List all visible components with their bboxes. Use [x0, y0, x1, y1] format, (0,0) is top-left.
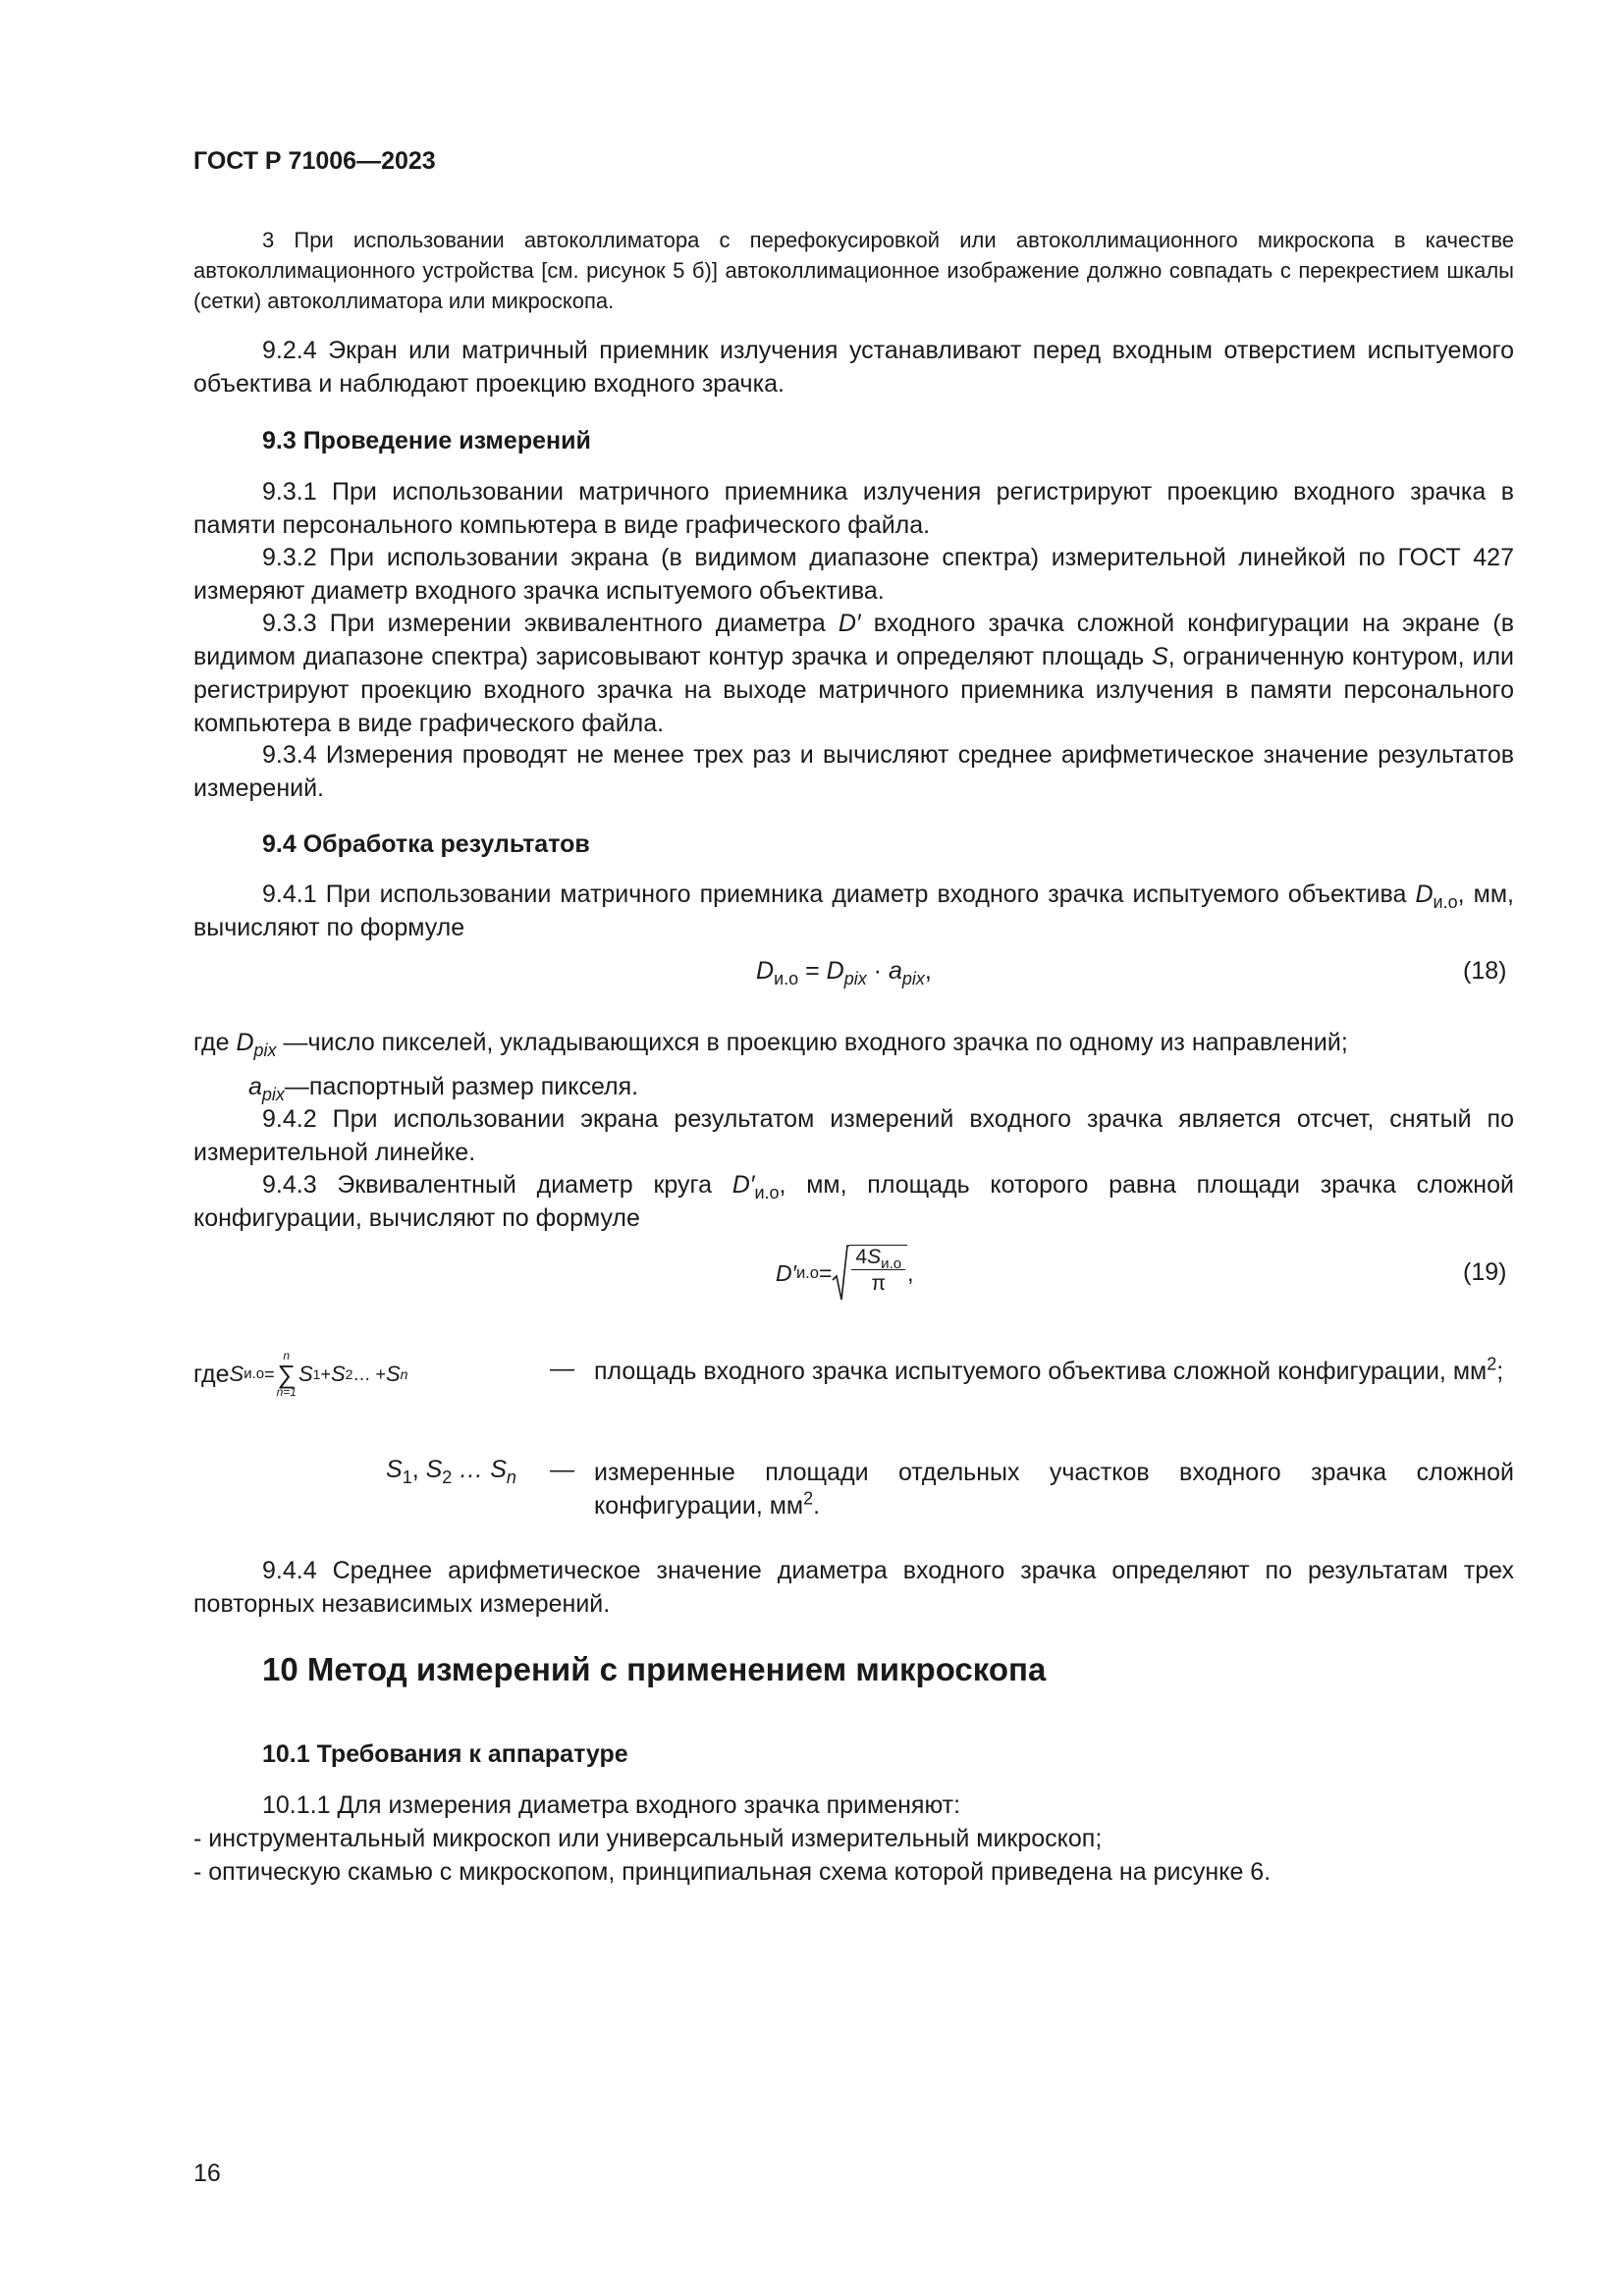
radical-sign-icon — [832, 1245, 849, 1302]
formula-18-legend-row-1 — [193, 1026, 1514, 1059]
subsection-10-1-heading: 10.1 Требования к аппаратуре — [262, 1740, 628, 1768]
math-subscript: и.о — [1433, 892, 1458, 912]
math-symbol: S — [298, 1362, 313, 1386]
formula-18 — [756, 957, 932, 986]
formula-19-legend-row-2-term — [386, 1456, 516, 1487]
text-segment: 9.3.3 При измерении эквивалентного диаметра — [262, 610, 839, 637]
math-subscript: pix — [253, 1041, 277, 1060]
note-3: 3 При использовании автоколлиматора с перефокусировкой или автоколлимационного микроскопа в качестве автоколлимационного устройства [см. рисунок 5 б)] автоколлимационное изображение должно совпадать с перекрестием шкалы (сетки) автоколлиматора или микроскопа. — [193, 228, 1514, 313]
math-symbol: D — [1415, 881, 1434, 908]
subsection-9-4-heading: 9.4 Обработка результатов — [262, 830, 590, 858]
summation — [277, 1350, 297, 1399]
numerator-coef: 4 — [855, 1246, 868, 1268]
formula-19-legend-row-1-description — [594, 1355, 1514, 1388]
formula-19-legend-row-2-description — [594, 1456, 1514, 1522]
summation-upper: n — [283, 1349, 291, 1362]
fraction — [851, 1246, 905, 1296]
paragraph-9-3-1: 9.3.1 При использовании матричного приемника излучения регистрируют проекцию входного зрачка в памяти персонального компьютера в виде графического файла. — [193, 478, 1514, 539]
math-symbol: S — [425, 1456, 443, 1483]
legend-where: где — [193, 1029, 237, 1056]
fraction-denominator: π — [871, 1272, 887, 1295]
paragraph-9-4-3 — [193, 1168, 1514, 1235]
math-subscript: n — [506, 1468, 516, 1487]
math-operator: = — [264, 1363, 275, 1384]
list-item: - инструментальный микроскоп или универсальный измерительный микроскоп; — [193, 1825, 1103, 1852]
math-symbol: D — [826, 957, 844, 985]
list-item: - оптическую скамью с микроскопом, принципиальная схема которой приведена на рисунке 6. — [193, 1858, 1272, 1886]
legend-description: измеренные площади отдельных участков входного зрачка сложной конфигурации, мм — [594, 1459, 1514, 1520]
text-segment: , мм, вычисляют по формуле — [193, 881, 1514, 941]
legend-dash: — — [550, 1355, 574, 1382]
document-header: ГОСТ Р 71006—2023 — [193, 147, 436, 175]
text-segment: 9.4.3 Эквивалентный диаметр круга — [262, 1171, 732, 1199]
text-segment: 9.4.1 При использовании матричного приемника диаметр входного зрачка испытуемого объектива — [262, 881, 1416, 908]
math-subscript: и.о — [881, 1255, 902, 1273]
legend-punctuation: . — [813, 1492, 821, 1520]
math-symbol: D — [236, 1029, 254, 1056]
math-ellipsis: … — [452, 1456, 491, 1483]
math-symbol: a — [888, 957, 902, 985]
math-operator: … + — [352, 1363, 386, 1384]
legend-dash: — — [550, 1456, 574, 1483]
text-segment: , мм, площадь которого равна площади зрачка сложной конфигурации, вычисляют по формуле — [193, 1171, 1514, 1232]
formula-18-legend-row-2 — [248, 1070, 1569, 1103]
paragraph-9-3-3 — [193, 607, 1514, 740]
math-symbol: S — [330, 1362, 346, 1386]
math-punctuation: , — [907, 1259, 914, 1286]
math-symbol: S — [385, 1362, 401, 1386]
paragraph-9-3-2: 9.3.2 При использовании экрана (в видимом диапазоне спектра) измерительной линейкой по ГОСТ 427 измеряют диаметр входного зрачка испытуемого объектива. — [193, 544, 1514, 605]
text-segment: входного зрачка сложной конфигурации на экране (в видимом диапазоне спектра) зарисовывают контур зрачка и определяют площадь — [193, 610, 1515, 670]
legend-description: площадь входного зрачка испытуемого объектива сложной конфигурации, мм — [594, 1358, 1488, 1385]
legend-punctuation: ; — [1496, 1358, 1504, 1385]
math-operator: = — [818, 1259, 833, 1286]
math-subscript: и.о — [774, 969, 799, 988]
legend-description: —паспортный размер пикселя. — [284, 1073, 639, 1100]
math-subscript: pix — [261, 1085, 285, 1104]
math-symbol: D′ — [776, 1259, 796, 1286]
math-operator: = — [798, 957, 827, 985]
math-symbol: D′ — [731, 1171, 755, 1199]
paragraph-10-1-1: 10.1.1 Для измерения диаметра входного зрачка применяют: — [262, 1791, 961, 1819]
math-punctuation: , — [924, 957, 932, 985]
text-segment: , ограниченную контуром, или регистрируют проекцию входного зрачка на выходе матричного приемника излучения в памяти персонального компьютера в виде графического файла. — [193, 643, 1515, 737]
legend-description: —число пикселей, укладывающихся в проекцию входного зрачка по одному из направлений; — [276, 1029, 1348, 1056]
page-number: 16 — [193, 2160, 221, 2187]
paragraph-9-4-1 — [193, 878, 1514, 944]
math-separator: , — [411, 1456, 426, 1483]
summation-lower: n=1 — [276, 1385, 297, 1399]
math-symbol: D — [756, 957, 775, 985]
math-subscript: pix — [901, 969, 925, 988]
math-symbol: a — [248, 1073, 262, 1100]
math-symbol: D′ — [838, 610, 861, 637]
subsection-9-3-heading: 9.3 Проведение измерений — [262, 427, 591, 454]
formula-19: D′ и.о = $\frac{4S_{и.о}}{\pi}$ , — [776, 1245, 914, 1302]
math-symbol: S — [229, 1362, 244, 1386]
math-superscript: 2 — [803, 1488, 814, 1509]
math-subscript: 2 — [442, 1468, 453, 1487]
math-symbol: S — [1152, 643, 1168, 670]
paragraph-9-4-4: 9.4.4 Среднее арифметическое значение диаметра входного зрачка определяют по результатам трех повторных независимых измерений. — [193, 1557, 1514, 1618]
summation-sign: ∑ — [277, 1360, 297, 1389]
paragraph-9-3-4: 9.3.4 Измерения проводят не менее трех раз и вычисляют среднее арифметическое значение результатов измерений. — [193, 741, 1514, 802]
square-root — [832, 1245, 907, 1302]
math-superscript: 2 — [1487, 1354, 1497, 1374]
section-10-heading: 10 Метод измерений с применением микроскопа — [262, 1651, 1047, 1687]
formula-19-number: (19) — [1463, 1258, 1507, 1286]
paragraph-9-4-2: 9.4.2 При использовании экрана результатом измерений входного зрачка является отсчет, снятый по измерительной линейке. — [193, 1105, 1514, 1166]
math-operator: + — [320, 1363, 331, 1384]
math-symbol: S — [867, 1246, 882, 1268]
fraction-numerator — [851, 1246, 905, 1273]
legend-where: где — [193, 1360, 230, 1388]
math-subscript: 1 — [402, 1468, 412, 1487]
radicand — [849, 1245, 907, 1302]
math-symbol: S — [386, 1456, 403, 1483]
math-subscript: и.о — [754, 1183, 780, 1202]
formula-18-number: (18) — [1463, 957, 1507, 985]
math-subscript: pix — [843, 969, 867, 988]
paragraph-9-2-4: 9.2.4 Экран или матричный приемник излучения устанавливают перед входным отверстием испытуемого объектива и наблюдают проекцию входного зрачка. — [193, 337, 1514, 398]
math-symbol: S — [490, 1456, 507, 1483]
math-operator: · — [866, 957, 889, 985]
formula-19-legend-row-1-term: где S и.о = n ∑ n=1 S 1 + S 2 … + S n — [193, 1349, 408, 1399]
